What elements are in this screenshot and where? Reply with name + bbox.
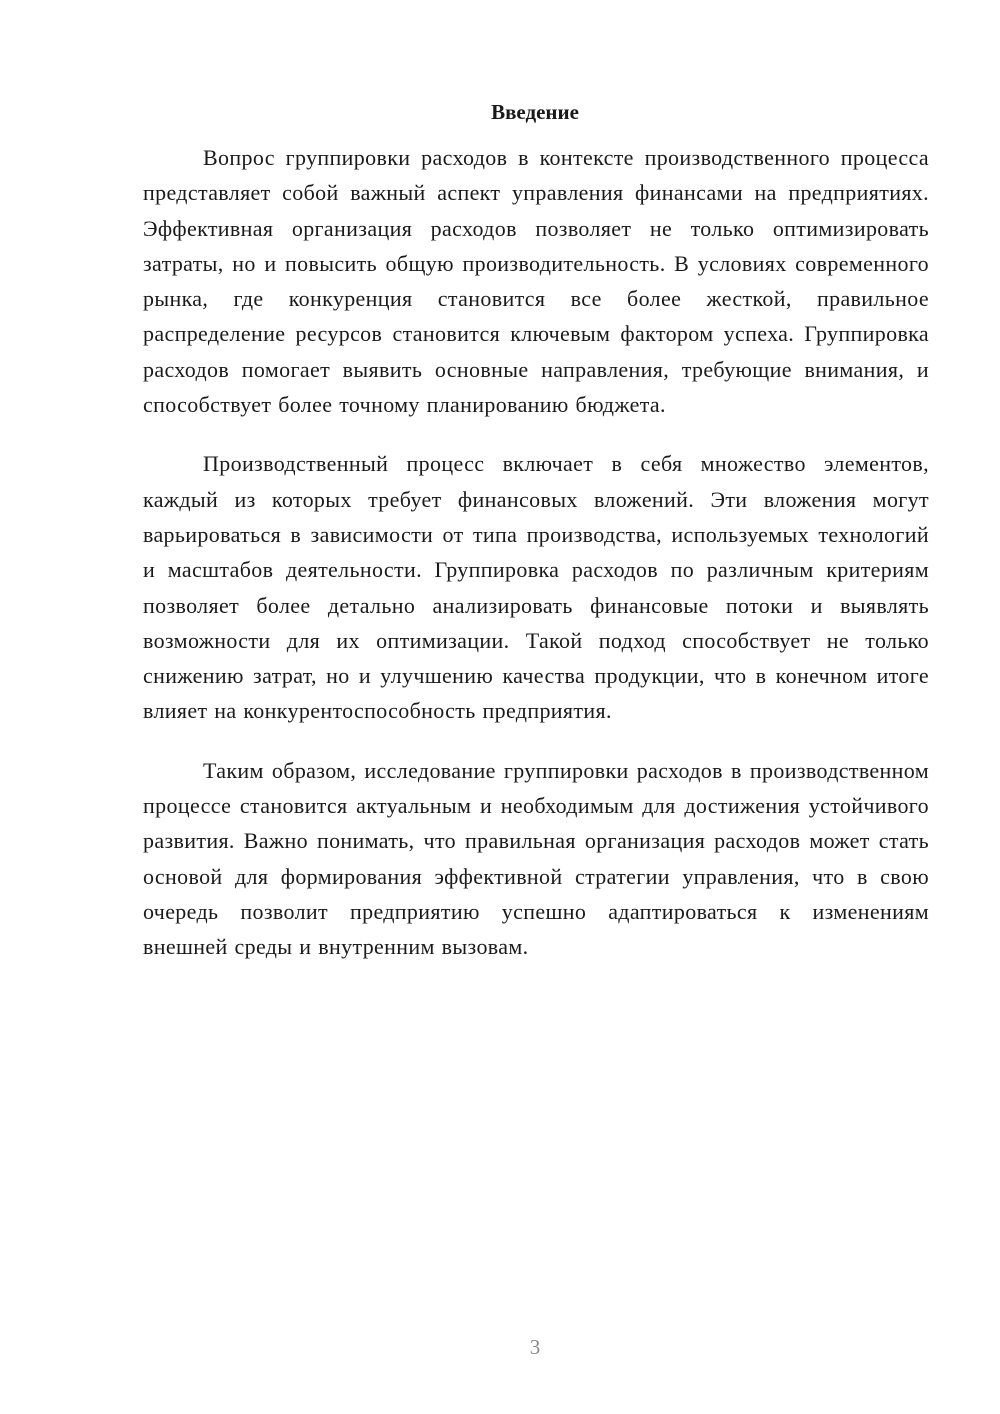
- section-title: Введение: [491, 100, 579, 124]
- paragraph-2: Производственный процесс включает в себя множество элементов, каждый из которых требует финансовых вложений. Эти вложения могут варьироваться в зависимости от типа производства, используемых технологий и масштабов деятельности. Группировка расходов по различным критериям позволяет более детально анализировать финансовые потоки и выявлять возможности для их оптимизации. Такой подход способствует не только снижению затрат, но и улучшению качества продукции, что в конечном итоге влияет на конкурентоспособность предприятия.: [143, 451, 929, 724]
- paragraph-1: Вопрос группировки расходов в контексте производственного процесса представляет собой важный аспект управления финансами на предприятиях. Эффективная организация расходов позволяет не только оптимизировать затраты, но и повысить общую производительность. В условиях современного рынка, где конкуренция становится все более жесткой, правильное распределение ресурсов становится ключевым фактором успеха. Группировка расходов помогает выявить основные направления, требующие внимания, и способствует более точному планированию бюджета.: [143, 145, 929, 418]
- page-number: 3: [529, 1335, 541, 1359]
- paragraph-3: Таким образом, исследование группировки расходов в производственном процессе становится актуальным и необходимым для достижения устойчивого развития. Важно понимать, что правильная организация расходов может стать основой для формирования эффективной стратегии управления, что в свою очередь позволит предприятию успешно адаптироваться к изменениям внешней среды и внутренним вызовам.: [143, 757, 929, 960]
- body-text: [143, 140, 929, 965]
